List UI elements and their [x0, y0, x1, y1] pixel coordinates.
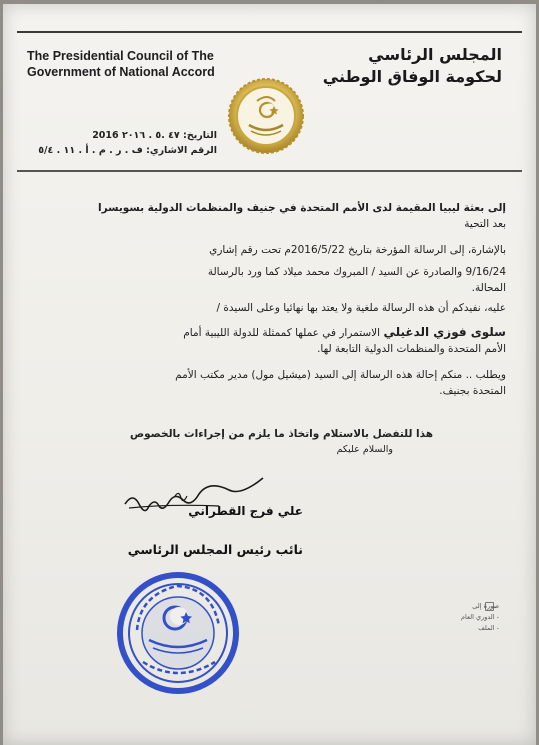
gold-seal-icon [227, 70, 305, 162]
cc-line1: صورة إلى [472, 602, 499, 610]
paragraph2-line2-rest: الاستمرار في عملها كممثلة للدولة الليبية أمام [183, 327, 381, 339]
closing-line1: هذا للتفضل بالاستلام واتخاذ ما يلزم من إجراءات بالخصوص [129, 428, 433, 440]
separator-rule [17, 170, 522, 172]
letter-body [33, 200, 506, 399]
carbon-copy-list [439, 601, 499, 634]
english-letterhead-line1: The Presidential Council of The [27, 49, 214, 63]
paragraph3-line2: المتحدة بجنيف. [439, 385, 506, 397]
closing-line2: والسلام عليكم [336, 444, 393, 455]
header-rule [17, 31, 522, 33]
closing-block [103, 426, 433, 458]
date-line: التاريخ: ٤٧ .٥ . ٢٠١٦ 2016 [92, 130, 217, 141]
signer-title: نائب رئيس المجلس الرئاسي [127, 542, 303, 557]
greeting: بعد التحية [464, 218, 506, 230]
paragraph2-line3: الأمم المتحدة والمنظمات الدولية التابعة لها. [317, 343, 506, 355]
cc-line3: - الملف [478, 624, 499, 632]
representative-name: سلوى فوزي الدغيلي [383, 325, 506, 339]
letter-paper [3, 4, 536, 745]
paragraph1-line2: 9/16/24 والصادرة عن السيد / المبروك محمد ميلاد كما ورد بالرسالة [207, 266, 506, 278]
signer-name: علي فرج القطراني [188, 504, 303, 518]
paragraph2-line1: عليه، نفيدكم أن هذه الرسالة ملغية ولا يعتد بها نهائيا وعلى السيدة / [216, 302, 506, 314]
addressee: إلى بعثة ليبيا المقيمة لدى الأمم المتحدة في جنيف والمنظمات الدولية بسويسرا [98, 202, 506, 214]
english-letterhead-line2: Government of National Accord [27, 65, 215, 79]
reference-block [27, 128, 217, 158]
blue-stamp-icon [115, 570, 241, 696]
paragraph3-line1: ويطلب .. منكم إحالة هذه الرسالة إلى السيد (ميشيل مول) مدير مكتب الأمم [175, 369, 506, 381]
arabic-letterhead-line2: لحكومة الوفاق الوطني [322, 67, 502, 86]
paragraph1-line3: المحالة. [471, 282, 506, 294]
paragraph1-line1: بالإشارة، إلى الرسالة المؤرخة بتاريخ 2016/5/22م تحت رقم إشاري [209, 244, 506, 256]
cc-line2: - الدوري العام [461, 613, 499, 621]
reference-line: الرقم الاشاري: ف . ر . م . أ . ١١ . ٥/٤ [38, 145, 217, 156]
arabic-letterhead-line1: المجلس الرئاسي [368, 45, 502, 64]
arabic-letterhead [323, 44, 502, 88]
paragraph2-line2 [33, 324, 506, 341]
english-letterhead [27, 48, 215, 80]
